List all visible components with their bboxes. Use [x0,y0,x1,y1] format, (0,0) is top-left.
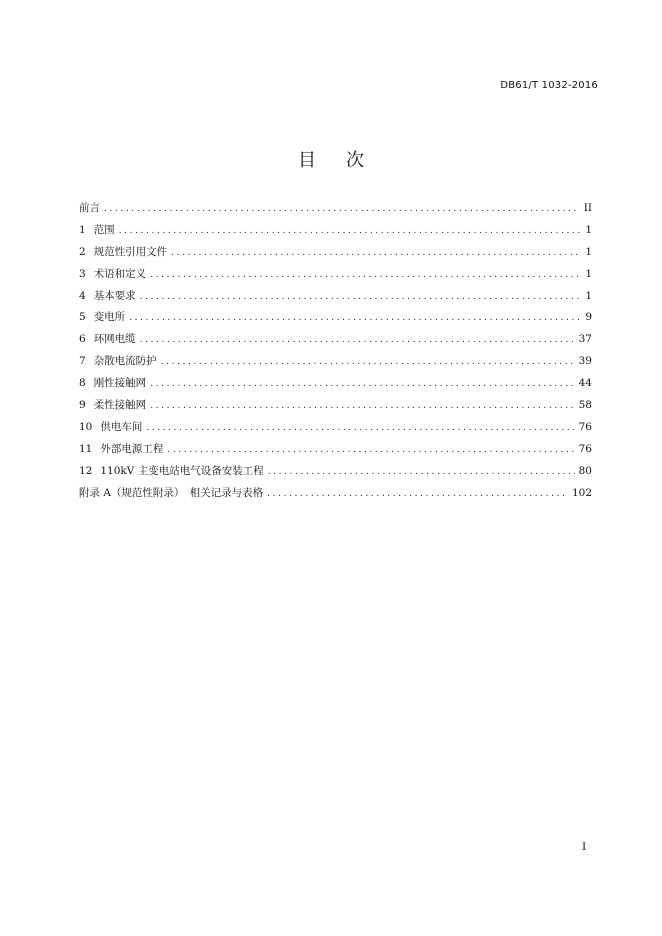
toc-entry-page: 1 [585,289,592,302]
toc-leader-dots [129,308,580,330]
toc-entry-number: 1 [79,223,86,236]
document-code: DB61/T 1032-2016 [500,80,598,91]
toc-leader-dots [161,352,575,374]
toc-entry-foreword[interactable] [79,198,592,220]
toc-entry-label: 柔性接触网 [93,399,147,412]
toc-leader-dots [119,221,580,243]
table-of-contents [79,198,592,504]
toc-entry-5[interactable] [79,307,592,329]
toc-entry-2[interactable] [79,242,592,264]
toc-leader-dots [150,396,574,418]
toc-entry-page: 76 [578,420,592,433]
toc-entry-number: 12 [79,464,93,477]
toc-entry-label: 附录 A（规范性附录） 相关记录与表格 [79,486,264,499]
toc-entry-page: 37 [578,333,592,346]
toc-leader-dots [267,484,568,506]
toc-entry-label: 环网电缆 [93,333,136,346]
toc-entry-label: 范围 [93,223,115,236]
toc-leader-dots [268,462,575,484]
toc-entry-9[interactable] [79,395,592,417]
toc-entry-number: 5 [79,311,86,324]
toc-entry-number: 9 [79,399,86,412]
toc-entry-page: 1 [585,245,592,258]
toc-entry-page: 76 [578,442,592,455]
toc-leader-dots [104,199,580,221]
toc-entry-page: 39 [578,355,592,368]
toc-leader-dots [150,265,580,287]
toc-entry-page: II [583,202,592,214]
toc-leader-dots [167,440,574,462]
toc-leader-dots [150,374,574,396]
toc-entry-number: 8 [79,377,86,390]
toc-entry-number: 10 [79,420,93,433]
toc-entry-6[interactable] [79,329,592,351]
toc-entry-label: 术语和定义 [93,267,147,280]
toc-entry-8[interactable] [79,373,592,395]
toc-entry-7[interactable] [79,351,592,373]
toc-entry-appendix-a[interactable] [79,483,592,505]
toc-entry-label: 规范性引用文件 [93,245,168,258]
toc-entry-10[interactable] [79,417,592,439]
toc-entry-number: 11 [79,442,93,455]
toc-entry-3[interactable] [79,264,592,286]
toc-entry-page: 1 [585,267,592,280]
toc-leader-dots [140,330,575,352]
toc-entry-page: 102 [571,486,592,499]
toc-entry-page: 9 [585,311,592,324]
toc-entry-11[interactable] [79,439,592,461]
toc-entry-label: 110kV 主变电站电气设备安装工程 [100,464,264,477]
toc-entry-label: 刚性接触网 [93,377,147,390]
toc-leader-dots [171,243,580,265]
toc-leader-dots [140,287,580,309]
toc-entry-12[interactable] [79,461,592,483]
toc-entry-number: 2 [79,245,86,258]
toc-entry-number: 6 [79,333,86,346]
toc-entry-page: 58 [578,399,592,412]
toc-entry-number: 4 [79,289,86,302]
toc-entry-label: 前言 [79,202,100,214]
toc-entry-4[interactable] [79,286,592,308]
toc-entry-label: 外部电源工程 [100,442,164,455]
toc-entry-number: 7 [79,355,86,368]
page-number: I [582,841,587,853]
toc-entry-label: 基本要求 [93,289,136,302]
toc-entry-label: 变电所 [93,311,126,324]
toc-entry-page: 80 [578,464,592,477]
page-title: 目次 [298,150,394,171]
toc-leader-dots [146,418,574,440]
toc-entry-page: 44 [578,377,592,390]
toc-entry-number: 3 [79,267,86,280]
toc-entry-label: 供电车间 [100,420,143,433]
toc-entry-label: 杂散电流防护 [93,355,157,368]
toc-entry-1[interactable] [79,220,592,242]
toc-entry-page: 1 [585,223,592,236]
